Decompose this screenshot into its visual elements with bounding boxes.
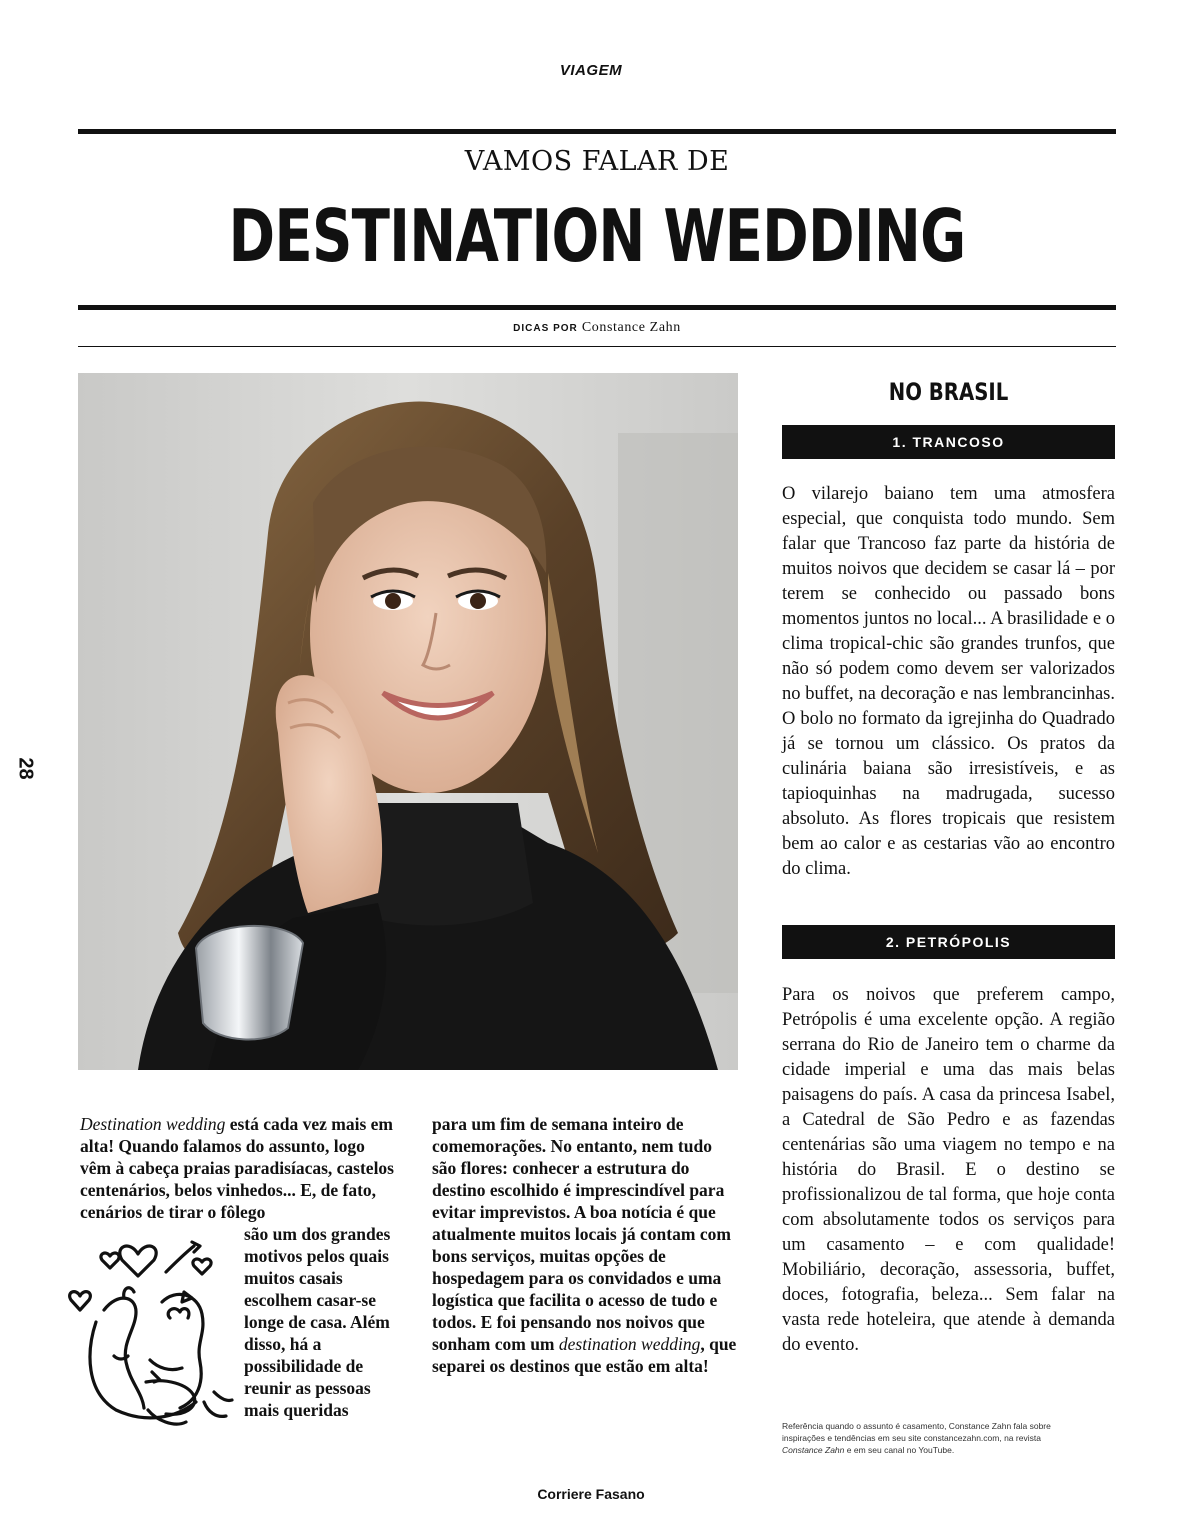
caption-part1: Referência quando o assunto é casamento, Constance Zahn fala sobre inspirações e tendências em seu site constancezahn.com, na revista xyxy=(782,1421,1051,1443)
destination-text-trancoso xyxy=(782,482,1115,882)
author-caption xyxy=(782,1420,1052,1456)
trancoso-paragraph: O vilarejo baiano tem uma atmosfera especial, que conquista todo mundo. Sem falar que Trancoso faz parte da história de muitos noivos que decidem se casar lá – por terem se conhecido ou passado bons momentos juntos no local... A brasilidade e o clima tropical-chic são grandes trunfos, que não só podem como devem ser valorizados no buffet, na decoração e nas lembrancinhas. O bolo no formato da igrejinha do Quadrado já se tornou um clássico. Os pratos da culinária baiana são irresistíveis, e as tapioquinhas na madrugada, sucesso absoluto. As flores tropicais que resistem bem ao calor e as cestarias vão ao encontro do clima. xyxy=(782,484,1115,879)
intro-col1-wrap: são um dos grandes motivos pelos quais muitos casais escolhem casar-se longe de casa. Além disso, há a possibilidade de reunir as pessoas mais queridas xyxy=(244,1224,391,1420)
destination-bar-trancoso: 1. TRANCOSO xyxy=(782,425,1115,459)
footer-publication: Corriere Fasano xyxy=(537,1486,645,1502)
headline: DESTINATION WEDDING xyxy=(228,194,966,278)
intro-lead-italic: Destination wedding xyxy=(80,1114,226,1134)
intro-column-1-top xyxy=(80,1113,398,1223)
page-number: 28 xyxy=(14,757,37,780)
caption-part2: e em seu canal no YouTube. xyxy=(846,1445,955,1455)
destination-bar-petropolis: 2. PETRÓPOLIS xyxy=(782,925,1115,959)
petropolis-paragraph: Para os noivos que preferem campo, Petrópolis é uma excelente opção. A região serrana do Rio de Janeiro tem o charme da cidade imperial e uma das mais belas paisagens do país. A casa da princesa Isabel, a Catedral de São Pedro e as fazendas centenárias são uma viagem no tempo e na história do Brasil. E o destino se profissionalizou de tal forma, que hoje conta com absolutamente todos os serviços para um casamento – e com qualidade! Mobiliário, decoração, assessoria, buffet, doces, fotografia, beleza... Sem falar na vasta rede hoteleira, que atende à demanda do evento. xyxy=(782,985,1115,1355)
woman-portrait-photo xyxy=(78,373,738,1070)
intro-column-2 xyxy=(432,1113,738,1377)
intro-col2-start: para um fim de semana inteiro de comemorações. No entanto, nem tudo são flores: conhecer a estrutura do destino escolhido é imprescindível para evitar imprevistos. A boa notícia é que atualmente muitos locais já contam com bons serviços, muitas opções de hospedagem para os convidados e uma logística que facilita o acesso de tudo e todos. E foi pensando nos noivos que sonham com um xyxy=(432,1114,731,1354)
caption-italic: Constance Zahn xyxy=(782,1445,845,1455)
destination-text-petropolis xyxy=(782,983,1115,1358)
top-rule xyxy=(78,129,1116,134)
kicker: VAMOS FALAR DE xyxy=(464,146,730,177)
headline-bottom-rule xyxy=(78,305,1116,310)
byline-label: DICAS POR xyxy=(513,323,578,334)
byline-rule xyxy=(78,346,1116,347)
intro-col1-top: está cada vez mais em alta! Quando falamos do assunto, logo vêm à cabeça praias paradisíacas, castelos centenários, belos vinhedos... E, de fato, cenários de tirar o fôlego xyxy=(80,1114,394,1222)
intro-column-1-wrap xyxy=(244,1223,400,1421)
region-heading: NO BRASIL xyxy=(888,378,1009,406)
couple-doodle-icon xyxy=(66,1232,236,1432)
byline xyxy=(78,320,1116,336)
byline-author: Constance Zahn xyxy=(581,320,681,335)
intro-col2-end: , que separei os destinos que estão em alta! xyxy=(432,1334,737,1376)
section-tag: VIAGEM xyxy=(559,62,623,79)
intro-col2-italic: destination wedding xyxy=(558,1334,701,1354)
